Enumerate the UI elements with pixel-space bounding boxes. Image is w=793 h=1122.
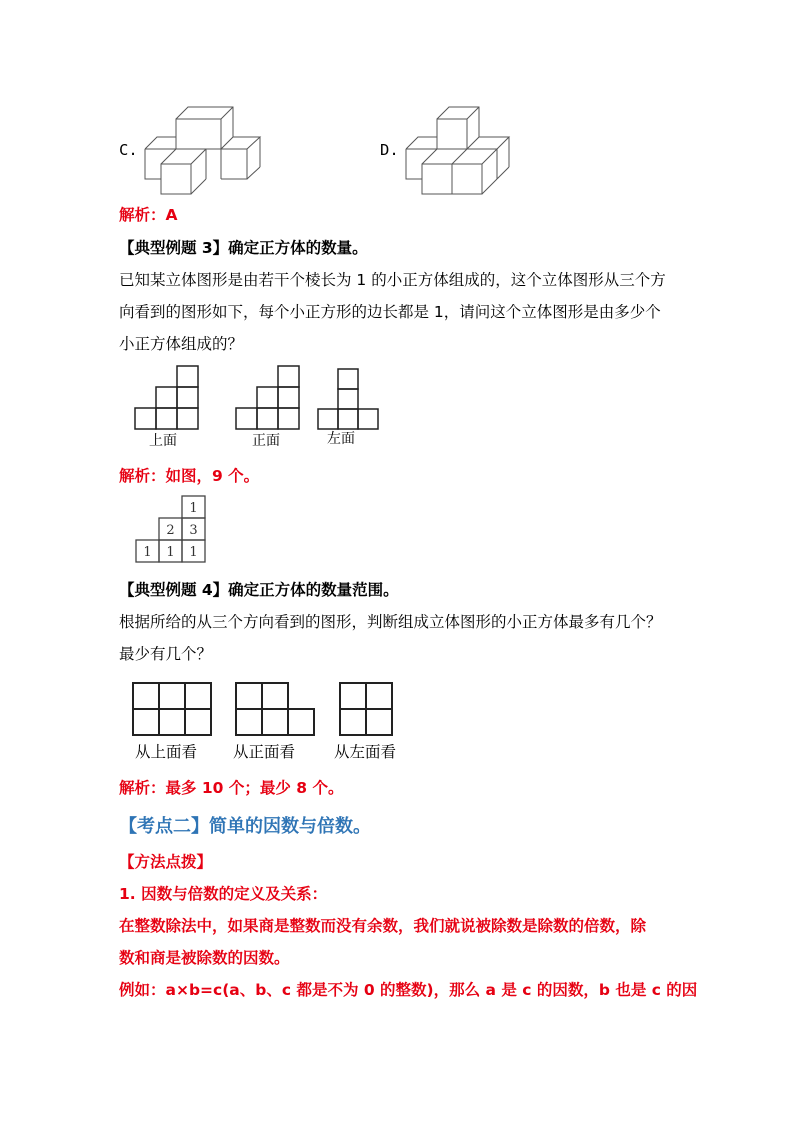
option-d-label: D. [380,141,399,159]
definition-line-1: 在整数除法中，如果商是整数而没有余数，我们就说被除数是除数的倍数，除 [119,917,647,935]
option-d-cube-figure [406,103,516,195]
answer-3: 解析：如图，9 个。 [119,467,260,485]
definition-line-2: 数和商是被除数的因数。 [119,949,290,967]
example-3-line-1: 已知某立体图形是由若干个棱长为 1 的小正方体组成的，这个立体图形从三个方 [119,271,666,289]
point-1-title: 1. 因数与倍数的定义及关系： [119,885,328,903]
answer-4: 解析：最多 10 个；最少 8 个。 [119,779,344,797]
example-4-line-1: 根据所给的从三个方向看到的图形，判断组成立体图形的小正方体最多有几个？ [119,613,662,631]
example-3-front-view [236,365,300,429]
answer-1: 解析：A [119,206,178,224]
grid-cell-number: 2 [166,523,175,538]
example-4-front-view-label: 从正面看 [233,743,296,761]
example-3-line-2: 向看到的图形如下，每个小正方形的边长都是 1，请问这个立体图形是由多少个 [119,303,661,321]
example-4-front-view [235,682,315,736]
method-title: 【方法点拨】 [119,853,213,871]
example-4-top-view-label: 从上面看 [135,743,198,761]
example-3-left-view [318,368,380,430]
example-3-title: 【典型例题 3】确定正方体的数量。 [119,239,368,257]
example-3-front-view-label: 正面 [252,433,280,449]
example-3-top-view-label: 上面 [149,433,177,449]
example-3-top-view [135,365,199,429]
grid-cell-number: 1 [189,501,198,516]
example-4-title: 【典型例题 4】确定正方体的数量范围。 [119,581,399,599]
example-4-top-view [132,682,212,736]
option-c-label: C. [119,141,138,159]
example-line: 例如：a×b=c(a、b、c 都是不为 0 的整数)，那么 a 是 c 的因数，b 也是 c 的因 [119,981,698,999]
example-3-line-3: 小正方体组成的？ [119,335,244,353]
grid-cell-number: 3 [189,523,198,538]
example-4-left-view [339,682,393,736]
example-3-left-view-label: 左面 [327,431,355,447]
example-4-left-view-label: 从左面看 [334,743,397,761]
grid-cell-number: 1 [166,545,175,560]
example-4-line-2: 最少有几个？ [119,645,213,663]
section-heading: 【考点二】简单的因数与倍数。 [119,816,371,837]
grid-cell-number: 1 [143,545,152,560]
grid-cell-number: 1 [189,545,198,560]
example-3-answer-grid [136,495,208,563]
option-c-cube-figure [145,103,255,195]
